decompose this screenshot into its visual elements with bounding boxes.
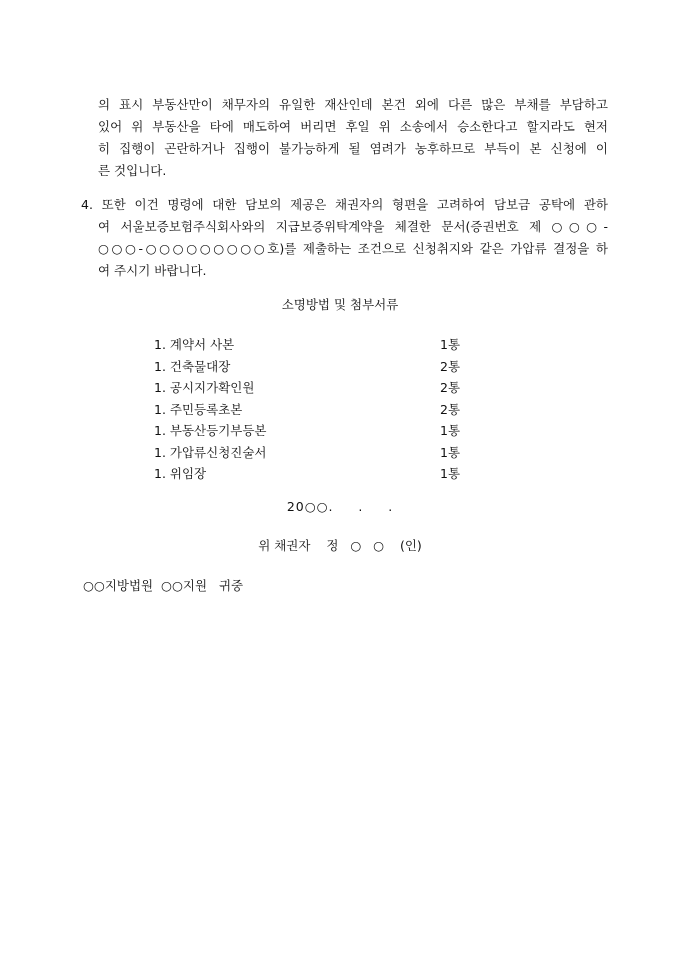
attachment-count: 2통 [440, 358, 461, 374]
paragraph-line: 의 표시 부동산만이 채무자의 유일한 재산인데 본건 외에 다른 많은 부채를 부담하고 [98, 97, 608, 112]
attachment-item [154, 420, 464, 442]
attachment-name: 1. 계약서 사본 [154, 337, 235, 352]
paragraph-first-line [81, 194, 608, 216]
attachment-count: 1통 [440, 444, 461, 460]
paragraph-reason-continued [98, 94, 608, 182]
attachment-name: 1. 가압류신청진술서 [154, 444, 267, 460]
paragraph-line: 여 주시기 바랍니다. [98, 263, 207, 278]
court-addressee: ○○지방법원 ○○지원 귀중 [83, 578, 244, 593]
paragraph-security-deposit [81, 194, 608, 282]
attachment-name: 1. 주민등록초본 [154, 401, 243, 417]
attachment-item [154, 334, 464, 356]
paragraph-line: ○○○-○○○○○○○○○호)를 제출하는 조건으로 신청취지와 같은 가압류 결정을 하 [98, 241, 608, 256]
paragraph-line: 있어 위 부동산을 타에 매도하여 버리면 후일 위 소송에서 승소한다고 할지라도 현저 [98, 119, 608, 134]
paragraph-line: 른 것입니다. [98, 163, 167, 178]
attachment-count: 1통 [440, 423, 461, 438]
attachment-count: 1통 [440, 466, 461, 481]
attachment-name: 1. 공시지가확인원 [154, 380, 255, 395]
paragraph-line: 여 서울보증보험주식회사와의 지급보증위탁계약을 체결한 문서(증권번호 제 ○○○- [98, 219, 608, 234]
attachment-item [154, 399, 464, 421]
attachment-count: 2통 [440, 401, 461, 417]
creditor-signature: 위 채권자 정 ○ ○ (인) [258, 538, 422, 553]
attachment-list [154, 334, 464, 485]
paragraph-line-text: 또한 이건 명령에 대한 담보의 제공은 채권자의 형편을 고려하여 담보금 공탁에 관하 [101, 197, 608, 212]
attachment-name: 1. 건축물대장 [154, 358, 231, 374]
attachment-item [154, 442, 464, 464]
paragraph-number: 4. [81, 197, 93, 212]
attachment-count: 2통 [440, 380, 461, 395]
attachment-item [154, 463, 464, 485]
attachment-item [154, 377, 464, 399]
attachment-name: 1. 위임장 [154, 466, 207, 481]
attachment-name: 1. 부동산등기부등본 [154, 423, 267, 438]
document-date: 20○○. . . [286, 499, 394, 514]
evidence-heading: 소명방법 및 첨부서류 [281, 297, 399, 312]
attachment-count: 1통 [440, 337, 461, 352]
attachment-item [154, 356, 464, 378]
paragraph-line: 히 집행이 곤란하거나 집행이 불가능하게 될 염려가 농후하므로 부득이 본 신청에 이 [98, 141, 608, 156]
